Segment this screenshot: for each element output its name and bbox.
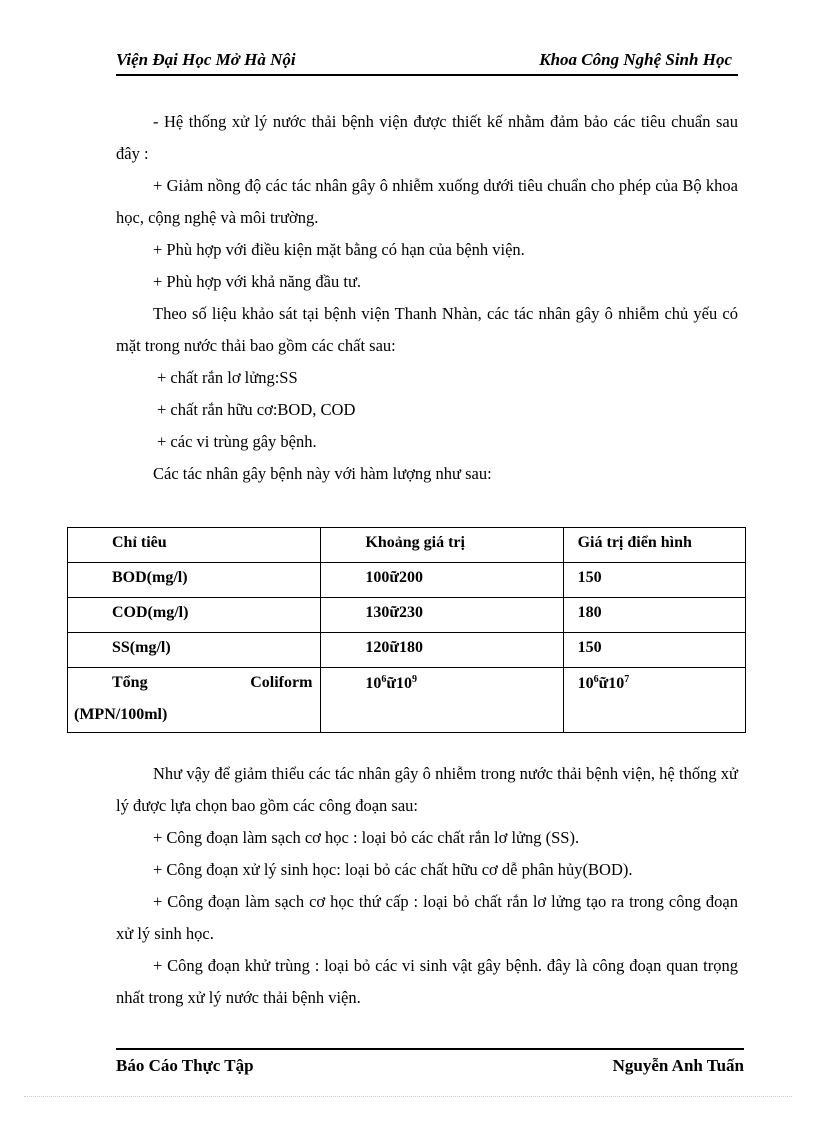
table-cell: $10^6ữ10^9$ bbox=[365, 674, 417, 692]
outro-paragraph: Như vậy để giảm thiểu các tác nhân gây ô nhiễm trong nước thải bệnh viện, hệ thống xử lý được lựa chọn bao gồm các công đoạn sau: bbox=[116, 764, 738, 815]
intro-paragraph: - Hệ thống xử lý nước thải bệnh viện được thiết kế nhằm đảm bảo các tiêu chuẩn sau đây : bbox=[116, 112, 738, 163]
footer-report-title: Báo Cáo Thực Tập bbox=[116, 1056, 254, 1075]
header-faculty: Khoa Công Nghệ Sinh Học bbox=[539, 50, 732, 69]
bullet-item: + các vi trùng gây bệnh. bbox=[157, 432, 317, 451]
table-header-row bbox=[68, 528, 746, 563]
page-edge-divider bbox=[24, 1096, 792, 1097]
page-header bbox=[116, 50, 738, 76]
table-cell: 120ữ180 bbox=[365, 639, 423, 656]
table-cell: $10^6ữ10^7$ bbox=[577, 674, 630, 692]
table-cell: 130ữ230 bbox=[365, 604, 423, 621]
table-header-cell: Giá trị điển hình bbox=[577, 534, 692, 551]
header-institution: Viện Đại Học Mở Hà Nội bbox=[116, 50, 296, 69]
table-cell: Tổng bbox=[112, 674, 148, 691]
pollutant-table bbox=[67, 527, 746, 733]
outro-paragraph: + Công đoạn làm sạch cơ học thứ cấp : loại bỏ chất rắn lơ lửng tạo ra trong công đoạn xử lý sinh học. bbox=[116, 892, 738, 943]
table-cell: COD(mg/l) bbox=[112, 604, 189, 621]
intro-paragraph: + Phù hợp với khả năng đầu tư. bbox=[153, 272, 362, 291]
bullet-item: + chất rắn lơ lửng:SS bbox=[157, 368, 298, 387]
table-row bbox=[68, 598, 746, 633]
intro-paragraph: + Giảm nồng độ các tác nhân gây ô nhiễm xuống dưới tiêu chuẩn cho phép của Bộ khoa học, cộng nghệ và môi trường. bbox=[116, 176, 738, 227]
table-cell: 180 bbox=[577, 604, 602, 621]
intro-paragraph: Theo số liệu khảo sát tại bệnh viện Thanh Nhàn, các tác nhân gây ô nhiễm chủ yếu có mặt trong nước thải bao gồm các chất sau: bbox=[116, 304, 738, 355]
outro-paragraph: + Công đoạn làm sạch cơ học : loại bỏ các chất rắn lơ lửng (SS). bbox=[153, 828, 580, 847]
table-row bbox=[68, 563, 746, 598]
table-cell: (MPN/100ml) bbox=[74, 706, 168, 723]
footer-author: Nguyễn Anh Tuấn bbox=[612, 1056, 744, 1075]
bullet-item: + chất rắn hữu cơ:BOD, COD bbox=[157, 400, 356, 419]
outro-section bbox=[116, 758, 738, 1014]
intro-paragraph: Các tác nhân gây bệnh này với hàm lượng như sau: bbox=[153, 464, 492, 483]
outro-paragraph: + Công đoạn khử trùng : loại bỏ các vi sinh vật gây bệnh. đây là công đoạn quan trọng nhất trong xử lý nước thải bệnh viện. bbox=[116, 956, 738, 1007]
intro-section bbox=[116, 106, 738, 490]
intro-paragraph: + Phù hợp với điều kiện mặt bằng có hạn của bệnh viện. bbox=[153, 240, 525, 259]
table-header-cell: Khoảng giá trị bbox=[365, 534, 465, 551]
table-cell: SS(mg/l) bbox=[112, 639, 171, 656]
table-cell: 150 bbox=[577, 639, 602, 656]
table-header-cell: Chỉ tiêu bbox=[112, 534, 167, 551]
table-row bbox=[68, 633, 746, 668]
page-footer bbox=[116, 1048, 744, 1080]
table-row bbox=[68, 668, 746, 733]
table-cell: 100ữ200 bbox=[365, 569, 423, 586]
table-cell: 150 bbox=[577, 569, 602, 586]
table-cell: Coliform bbox=[250, 674, 313, 691]
table-cell: BOD(mg/l) bbox=[112, 569, 188, 586]
outro-paragraph: + Công đoạn xử lý sinh học: loại bỏ các chất hữu cơ dễ phân hủy(BOD). bbox=[153, 860, 633, 879]
